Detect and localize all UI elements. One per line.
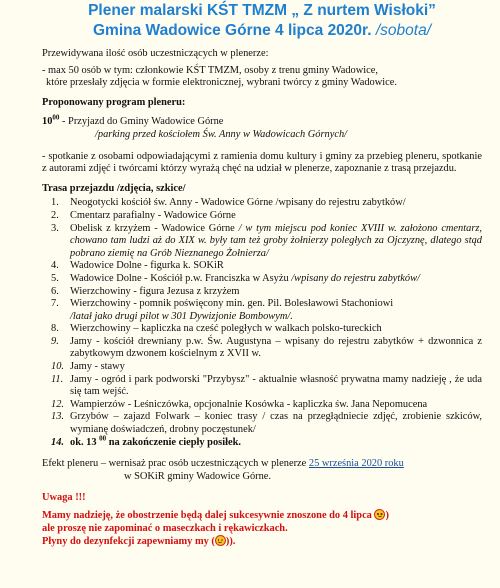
route-item: 9. Jamy - kościół drewniany p.w. Św. Augustyna – wpisany do rejestru zabytków + dzwonnica z zabytkowym dzwonem kościelnym z XVII w. — [51, 335, 482, 360]
document-subtitle — [42, 21, 482, 41]
route-item: 8. Wierzchowiny – kapliczka na cześć poległych w walkach polsko-tureckich — [51, 323, 382, 335]
route-item: 10. Jamy - stawy — [51, 361, 125, 373]
notice-title: Uwaga !!! — [42, 492, 86, 504]
route-item: 1. Neogotycki kościół św. Anny - Wadowice Górne /wpisany do rejestru zabytków/ — [51, 197, 406, 209]
route-item: 4. Wadowice Dolne - figurka k. SOKiR — [51, 260, 224, 272]
meeting-text: - spotkanie z osobami odpowiadającymi z ramienia domu kultury i gminy za przebieg pleneru, spotkanie z autorami zdjęć i twórcami którzy wyrażą chęć na udział w plenerze, zapoznanie z trasą przejazdu. — [42, 150, 482, 175]
expected-heading: Przewidywana ilość osób uczestniczących w plenerze: — [42, 48, 269, 59]
route-item: 5. Wadowice Dolne - Kościół p.w. Franciszka w Asyżu /wpisany do rejestru zabytków/ — [51, 272, 420, 284]
arrival-parking: /parking przed kościołem Św. Anny w Wadowicach Górnych/ — [95, 128, 348, 140]
subtitle-suffix: /sobota/ — [375, 22, 431, 39]
subtitle-main: Gmina Wadowice Górne 4 lipca 2020r. — [93, 22, 372, 39]
notice-line-1: Mamy nadzieję, że obostrzenie będą dalej sukcesywnie znoszone do 4 lipca ) — [42, 510, 389, 521]
smiley-icon — [374, 509, 385, 520]
expected-line-2: które przesłały zdjęcia w formie elektronicznej, wybrani twórcy z gminy Wadowice. — [46, 77, 397, 89]
route-item: 3. Obelisk z krzyżem - Wadowice Górne / w tym miejscu pod koniec XVIII w. założono cmentarz, chowano tam ludzi aż do XIX w. były tam też groby żołnierzy poległych za Ojczyznę, dlatego stąd pobrano ziemię na Grób Nieznanego Żołnierza/ — [51, 222, 483, 259]
notice-line-2: ale proszę nie zapominać o maseczkach i rękawiczkach. — [42, 522, 288, 534]
arrival-text: - Przyjazd do Gminy Wadowice Górne — [62, 116, 224, 128]
route-item-final: 14. ok. 13 $^{00}$ na zakończenie ciepły posiłek. — [51, 434, 241, 448]
arrival-hour: 10 — [42, 116, 53, 128]
expected-line-1: - max 50 osób w tym: członkowie KŚT TMZM, osoby z trenu gminy Wadowice, — [42, 64, 378, 76]
route-item: 11. Jamy - ogród i park podworski "Przybysz" - aktualnie własność prywatna mamy nadzieję , że uda się tam wejść. — [51, 373, 482, 398]
route-list — [42, 197, 482, 449]
route-heading: Trasa przejazdu /zdjęcia, szkice/ — [42, 182, 186, 194]
route-item: 6. Wierzchowiny - figura Jezusa z krzyżem — [51, 285, 240, 297]
effect-location: w SOKiR gminy Wadowice Górne. — [124, 470, 272, 482]
arrival-line — [42, 113, 482, 129]
effect-line: Efekt pleneru – wernisaż prac osób uczestniczących w plenerze 25 września 2020 roku — [42, 458, 404, 470]
smiley-icon — [215, 535, 226, 546]
arrival-minutes: 00 — [52, 113, 60, 122]
notice-line-3: Płyny do dezynfekcji zapewniamy my ( )). — [42, 536, 236, 548]
document-title: Plener malarski KŚT TMZM „ Z nurtem Wisłoki” — [88, 2, 436, 19]
program-heading: Proponowany program pleneru: — [42, 96, 186, 108]
route-item: 13. Grzybów – zajazd Folwark – koniec trasy / czas na przegłądniecie zdjęć, zrobienie szkiców, wymianę doświadczeń, drobny poczęstunek/ — [51, 411, 482, 436]
effect-date: 25 września 2020 roku — [308, 458, 404, 470]
route-item: 12. Wampierzów - Leśniczówka, opcjonalnie Kosówka - kapliczka św. Jana Nepomucena — [51, 398, 428, 410]
route-item: 2. Cmentarz parafialny - Wadowice Górne — [51, 209, 236, 221]
route-item: 7. Wierzchowiny - pomnik poświęcony min. gen. Pil. Bolesławowi Stachoniowi /latał jako drugi pilot w 301 Dywizjonie Bombowym/. — [51, 298, 394, 322]
